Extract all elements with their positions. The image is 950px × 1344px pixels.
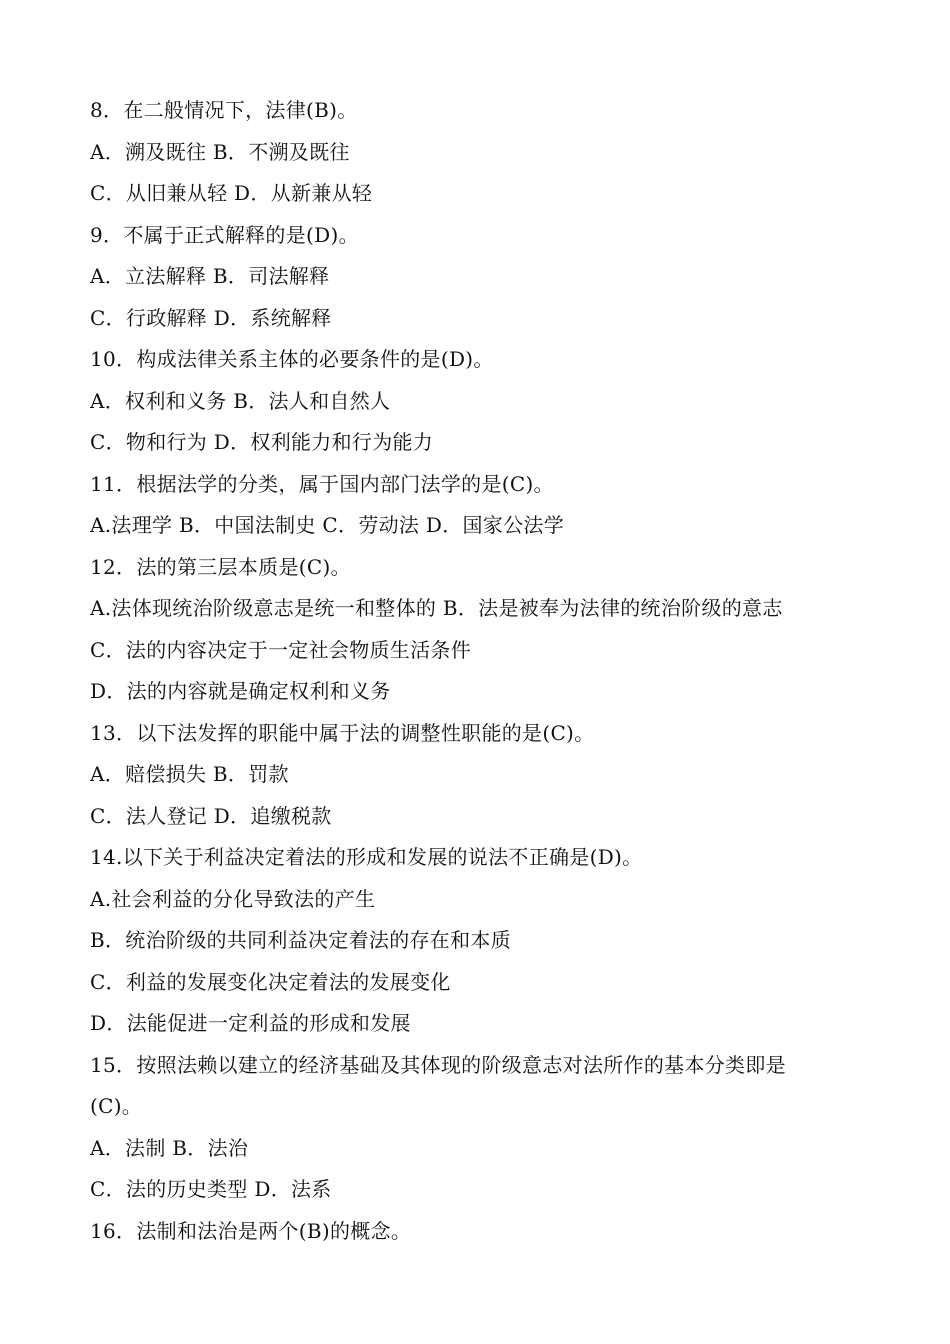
question-11-stem: 11．根据法学的分类，属于国内部门法学的是(C)。 [90,471,554,496]
question-10-options-ab: A．权利和义务 B．法人和自然人 [90,388,391,413]
question-13-options-ab: A．赔偿损失 B．罚款 [90,762,289,786]
question-9-options-cd: C．行政解释 D．系统解释 [90,305,332,330]
question-16-stem: 16．法制和法治是两个(B)的概念。 [90,1218,412,1243]
question-12-stem: 12．法的第三层本质是(C)。 [90,554,351,579]
question-14-option-c: C．利益的发展变化决定着法的发展变化 [90,969,451,994]
question-8-options-cd: C．从旧兼从轻 D．从新兼从轻 [90,181,373,205]
question-8-options-ab: A．溯及既往 B．不溯及既往 [90,139,350,164]
question-9-options-ab: A．立法解释 B．司法解释 [90,264,330,288]
question-12-options-ab: A.法体现统治阶级意志是统一和整体的 B．法是被奉为法律的统治阶级的意志 [90,596,783,620]
question-10-stem: 10．构成法律关系主体的必要条件的是(D)。 [90,347,494,371]
question-9-stem: 9．不属于正式解释的是(D)。 [90,222,359,247]
question-10-options-cd: C．物和行为 D．权利能力和行为能力 [90,430,434,454]
question-8-stem: 8．在二般情况下，法律(B)。 [90,98,358,122]
question-15-options-cd: C．法的历史类型 D．法系 [90,1177,332,1201]
question-13-stem: 13．以下法发挥的职能中属于法的调整性职能的是(C)。 [90,720,595,745]
question-14-stem: 14.以下关于利益决定着法的形成和发展的说法不正确是(D)。 [90,845,643,869]
document-page [90,90,880,1252]
question-15-stem-continued: (C)。 [90,1094,143,1118]
question-11-options: A.法理学 B．中国法制史 C．劳动法 D．国家公法学 [90,513,565,537]
question-12-option-c: C．法的内容决定于一定社会物质生活条件 [90,637,472,662]
question-14-option-d: D．法能促进一定利益的形成和发展 [90,1011,411,1035]
question-14-option-a: A.社会利益的分化导致法的产生 [90,886,376,911]
question-15-stem: 15．按照法赖以建立的经济基础及其体现的阶级意志对法所作的基本分类即是 [90,1052,786,1077]
question-12-option-d: D．法的内容就是确定权利和义务 [90,679,391,703]
question-13-options-cd: C．法人登记 D．追缴税款 [90,803,332,828]
question-14-option-b: B．统治阶级的共同利益决定着法的存在和本质 [90,928,511,952]
question-15-options-ab: A．法制 B．法治 [90,1135,249,1160]
